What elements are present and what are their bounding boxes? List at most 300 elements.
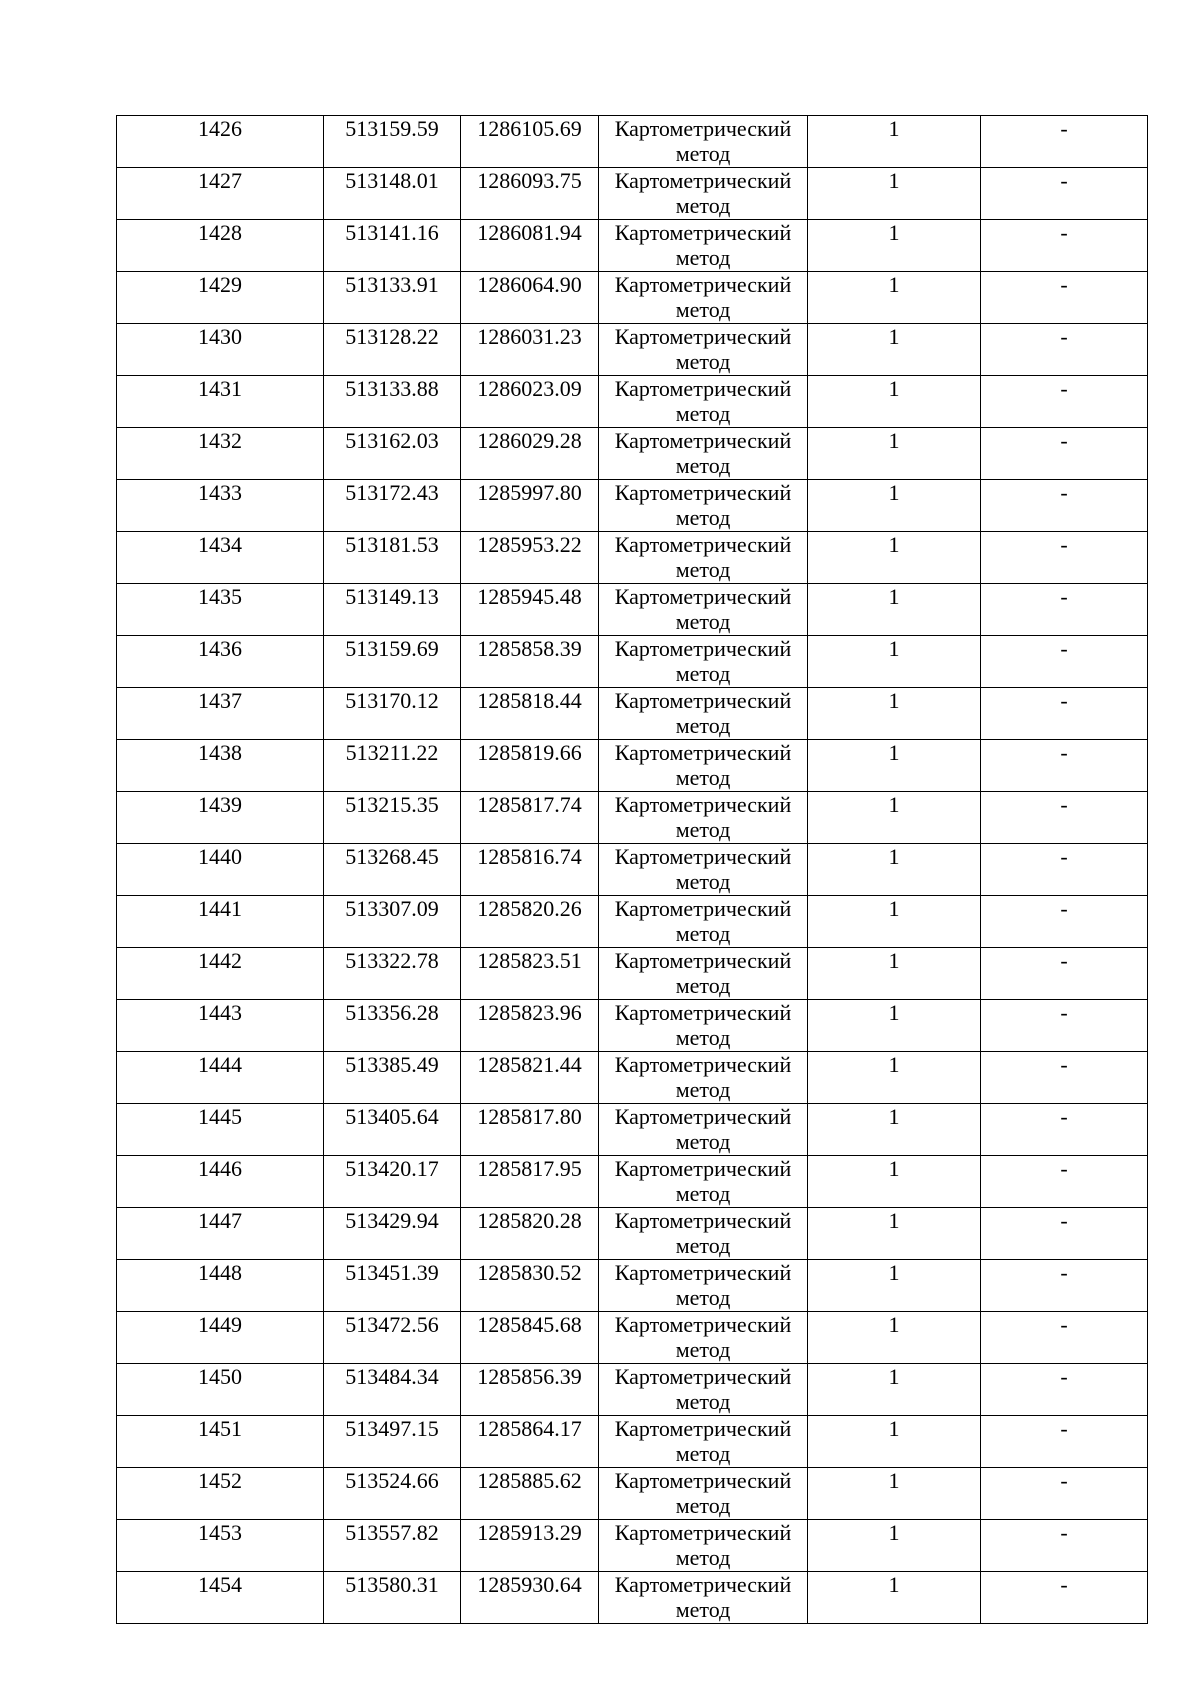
method-cell bbox=[599, 324, 808, 376]
x-coordinate-value: 513484.34 bbox=[345, 1364, 439, 1389]
table-row bbox=[117, 532, 1148, 584]
point-number-cell bbox=[117, 272, 324, 324]
point-number-value: 1434 bbox=[198, 532, 242, 557]
point-number-cell bbox=[117, 1416, 324, 1468]
method-value-line1: Картометрический bbox=[614, 896, 792, 921]
method-value-line1: Картометрический bbox=[614, 844, 792, 869]
table-row bbox=[117, 428, 1148, 480]
note-value: - bbox=[1060, 740, 1068, 765]
method-value-line1: Картометрический bbox=[614, 1000, 792, 1025]
y-coordinate-cell bbox=[461, 948, 599, 1000]
point-number-cell bbox=[117, 792, 324, 844]
method-value-line1: Картометрический bbox=[614, 1364, 792, 1389]
note-value: - bbox=[1060, 896, 1068, 921]
note-cell bbox=[981, 1260, 1148, 1312]
note-cell bbox=[981, 688, 1148, 740]
y-coordinate-cell bbox=[461, 1572, 599, 1624]
method-cell bbox=[599, 1000, 808, 1052]
note-value: - bbox=[1060, 1208, 1068, 1233]
y-coordinate-cell bbox=[461, 1052, 599, 1104]
point-number-value: 1441 bbox=[198, 896, 242, 921]
y-coordinate-cell bbox=[461, 844, 599, 896]
y-coordinate-value: 1285913.29 bbox=[477, 1520, 582, 1545]
note-value: - bbox=[1060, 480, 1068, 505]
note-cell bbox=[981, 896, 1148, 948]
table-row bbox=[117, 636, 1148, 688]
note-value: - bbox=[1060, 532, 1068, 557]
table-row bbox=[117, 272, 1148, 324]
note-cell bbox=[981, 1364, 1148, 1416]
table-row bbox=[117, 168, 1148, 220]
y-coordinate-value: 1286081.94 bbox=[477, 220, 582, 245]
method-cell bbox=[599, 376, 808, 428]
method-value-line2: метод bbox=[675, 557, 731, 582]
accuracy-cell bbox=[808, 948, 981, 1000]
point-number-cell bbox=[117, 948, 324, 1000]
y-coordinate-value: 1285858.39 bbox=[477, 636, 582, 661]
y-coordinate-cell bbox=[461, 324, 599, 376]
method-value-line2: метод bbox=[675, 869, 731, 894]
x-coordinate-value: 513557.82 bbox=[345, 1520, 439, 1545]
y-coordinate-value: 1285818.44 bbox=[477, 688, 582, 713]
y-coordinate-cell bbox=[461, 1520, 599, 1572]
point-number-value: 1453 bbox=[198, 1520, 242, 1545]
accuracy-cell bbox=[808, 220, 981, 272]
point-number-value: 1433 bbox=[198, 480, 242, 505]
x-coordinate-value: 513133.88 bbox=[345, 376, 439, 401]
method-value-line1: Картометрический bbox=[614, 1052, 792, 1077]
point-number-value: 1442 bbox=[198, 948, 242, 973]
point-number-cell bbox=[117, 1208, 324, 1260]
point-number-value: 1450 bbox=[198, 1364, 242, 1389]
y-coordinate-value: 1285823.51 bbox=[477, 948, 582, 973]
note-value: - bbox=[1060, 792, 1068, 817]
note-value: - bbox=[1060, 324, 1068, 349]
note-cell bbox=[981, 1000, 1148, 1052]
table-row bbox=[117, 1572, 1148, 1624]
method-cell bbox=[599, 428, 808, 480]
y-coordinate-cell bbox=[461, 792, 599, 844]
point-number-cell bbox=[117, 1000, 324, 1052]
method-value-line1: Картометрический bbox=[614, 1468, 792, 1493]
accuracy-cell bbox=[808, 1312, 981, 1364]
point-number-value: 1444 bbox=[198, 1052, 242, 1077]
x-coordinate-value: 513133.91 bbox=[345, 272, 439, 297]
method-value-line2: метод bbox=[675, 401, 731, 426]
method-cell bbox=[599, 948, 808, 1000]
accuracy-value: 1 bbox=[888, 272, 900, 297]
y-coordinate-value: 1285845.68 bbox=[477, 1312, 582, 1337]
method-cell bbox=[599, 220, 808, 272]
y-coordinate-cell bbox=[461, 1104, 599, 1156]
method-cell bbox=[599, 1208, 808, 1260]
note-value: - bbox=[1060, 1520, 1068, 1545]
x-coordinate-cell bbox=[324, 480, 461, 532]
note-cell bbox=[981, 1156, 1148, 1208]
accuracy-value: 1 bbox=[888, 376, 900, 401]
y-coordinate-value: 1285997.80 bbox=[477, 480, 582, 505]
note-cell bbox=[981, 1572, 1148, 1624]
x-coordinate-value: 513162.03 bbox=[345, 428, 439, 453]
table-row bbox=[117, 1208, 1148, 1260]
note-value: - bbox=[1060, 844, 1068, 869]
point-number-cell bbox=[117, 1156, 324, 1208]
method-cell bbox=[599, 168, 808, 220]
x-coordinate-value: 513149.13 bbox=[345, 584, 439, 609]
y-coordinate-value: 1286031.23 bbox=[477, 324, 582, 349]
note-value: - bbox=[1060, 1052, 1068, 1077]
x-coordinate-cell bbox=[324, 1468, 461, 1520]
accuracy-value: 1 bbox=[888, 1208, 900, 1233]
y-coordinate-value: 1285945.48 bbox=[477, 584, 582, 609]
accuracy-value: 1 bbox=[888, 1052, 900, 1077]
point-number-cell bbox=[117, 220, 324, 272]
y-coordinate-value: 1285953.22 bbox=[477, 532, 582, 557]
point-number-cell bbox=[117, 1260, 324, 1312]
note-cell bbox=[981, 1208, 1148, 1260]
y-coordinate-cell bbox=[461, 116, 599, 168]
y-coordinate-cell bbox=[461, 168, 599, 220]
x-coordinate-value: 513429.94 bbox=[345, 1208, 439, 1233]
accuracy-value: 1 bbox=[888, 324, 900, 349]
x-coordinate-cell bbox=[324, 1000, 461, 1052]
method-value-line1: Картометрический bbox=[614, 1520, 792, 1545]
accuracy-cell bbox=[808, 584, 981, 636]
accuracy-value: 1 bbox=[888, 688, 900, 713]
method-value-line1: Картометрический bbox=[614, 168, 792, 193]
x-coordinate-value: 513211.22 bbox=[345, 740, 439, 765]
accuracy-cell bbox=[808, 480, 981, 532]
method-value-line2: метод bbox=[675, 1389, 731, 1414]
note-value: - bbox=[1060, 168, 1068, 193]
table-row bbox=[117, 1000, 1148, 1052]
accuracy-cell bbox=[808, 636, 981, 688]
y-coordinate-value: 1285830.52 bbox=[477, 1260, 582, 1285]
accuracy-cell bbox=[808, 792, 981, 844]
method-value-line2: метод bbox=[675, 1233, 731, 1258]
point-number-cell bbox=[117, 844, 324, 896]
x-coordinate-cell bbox=[324, 1312, 461, 1364]
y-coordinate-cell bbox=[461, 1156, 599, 1208]
note-cell bbox=[981, 480, 1148, 532]
accuracy-cell bbox=[808, 1208, 981, 1260]
point-number-cell bbox=[117, 688, 324, 740]
method-value-line2: метод bbox=[675, 1493, 731, 1518]
y-coordinate-cell bbox=[461, 688, 599, 740]
point-number-value: 1447 bbox=[198, 1208, 242, 1233]
x-coordinate-value: 513159.59 bbox=[345, 116, 439, 141]
y-coordinate-cell bbox=[461, 584, 599, 636]
method-value-line2: метод bbox=[675, 1597, 731, 1622]
point-number-value: 1437 bbox=[198, 688, 242, 713]
method-cell bbox=[599, 584, 808, 636]
y-coordinate-cell bbox=[461, 1364, 599, 1416]
note-cell bbox=[981, 168, 1148, 220]
point-number-value: 1452 bbox=[198, 1468, 242, 1493]
method-value-line1: Картометрический bbox=[614, 636, 792, 661]
y-coordinate-value: 1285930.64 bbox=[477, 1572, 582, 1597]
x-coordinate-cell bbox=[324, 1572, 461, 1624]
method-value-line1: Картометрический bbox=[614, 116, 792, 141]
table-row bbox=[117, 1468, 1148, 1520]
note-value: - bbox=[1060, 220, 1068, 245]
y-coordinate-value: 1285817.80 bbox=[477, 1104, 582, 1129]
table-row bbox=[117, 792, 1148, 844]
method-value-line2: метод bbox=[675, 297, 731, 322]
table-row bbox=[117, 584, 1148, 636]
note-cell bbox=[981, 636, 1148, 688]
point-number-value: 1449 bbox=[198, 1312, 242, 1337]
point-number-value: 1430 bbox=[198, 324, 242, 349]
note-value: - bbox=[1060, 948, 1068, 973]
method-value-line1: Картометрический bbox=[614, 1312, 792, 1337]
point-number-cell bbox=[117, 1520, 324, 1572]
y-coordinate-cell bbox=[461, 220, 599, 272]
x-coordinate-cell bbox=[324, 428, 461, 480]
method-cell bbox=[599, 272, 808, 324]
coordinates-table-body bbox=[117, 116, 1148, 1624]
note-cell bbox=[981, 792, 1148, 844]
method-cell bbox=[599, 532, 808, 584]
point-number-value: 1429 bbox=[198, 272, 242, 297]
point-number-value: 1454 bbox=[198, 1572, 242, 1597]
x-coordinate-value: 513385.49 bbox=[345, 1052, 439, 1077]
table-row bbox=[117, 896, 1148, 948]
point-number-cell bbox=[117, 324, 324, 376]
x-coordinate-cell bbox=[324, 1104, 461, 1156]
accuracy-cell bbox=[808, 1572, 981, 1624]
method-value-line2: метод bbox=[675, 1545, 731, 1570]
method-cell bbox=[599, 1364, 808, 1416]
x-coordinate-value: 513181.53 bbox=[345, 532, 439, 557]
note-cell bbox=[981, 1520, 1148, 1572]
note-cell bbox=[981, 948, 1148, 1000]
accuracy-value: 1 bbox=[888, 1000, 900, 1025]
y-coordinate-value: 1286029.28 bbox=[477, 428, 582, 453]
table-row bbox=[117, 1520, 1148, 1572]
method-value-line1: Картометрический bbox=[614, 1208, 792, 1233]
point-number-value: 1435 bbox=[198, 584, 242, 609]
method-value-line1: Картометрический bbox=[614, 220, 792, 245]
table-row bbox=[117, 220, 1148, 272]
y-coordinate-value: 1285864.17 bbox=[477, 1416, 582, 1441]
y-coordinate-cell bbox=[461, 1416, 599, 1468]
x-coordinate-cell bbox=[324, 844, 461, 896]
point-number-cell bbox=[117, 636, 324, 688]
point-number-value: 1428 bbox=[198, 220, 242, 245]
y-coordinate-cell bbox=[461, 428, 599, 480]
note-cell bbox=[981, 1312, 1148, 1364]
table-row bbox=[117, 1364, 1148, 1416]
accuracy-value: 1 bbox=[888, 1572, 900, 1597]
point-number-cell bbox=[117, 376, 324, 428]
accuracy-cell bbox=[808, 1156, 981, 1208]
method-cell bbox=[599, 1520, 808, 1572]
method-value-line2: метод bbox=[675, 141, 731, 166]
method-value-line2: метод bbox=[675, 661, 731, 686]
y-coordinate-value: 1285820.26 bbox=[477, 896, 582, 921]
method-value-line2: метод bbox=[675, 1337, 731, 1362]
point-number-value: 1426 bbox=[198, 116, 242, 141]
accuracy-cell bbox=[808, 740, 981, 792]
table-row bbox=[117, 948, 1148, 1000]
note-value: - bbox=[1060, 1416, 1068, 1441]
point-number-cell bbox=[117, 1104, 324, 1156]
note-value: - bbox=[1060, 1156, 1068, 1181]
table-row bbox=[117, 116, 1148, 168]
note-cell bbox=[981, 1052, 1148, 1104]
point-number-value: 1431 bbox=[198, 376, 242, 401]
x-coordinate-value: 513497.15 bbox=[345, 1416, 439, 1441]
x-coordinate-cell bbox=[324, 948, 461, 1000]
y-coordinate-cell bbox=[461, 272, 599, 324]
note-cell bbox=[981, 740, 1148, 792]
note-cell bbox=[981, 376, 1148, 428]
x-coordinate-value: 513172.43 bbox=[345, 480, 439, 505]
y-coordinate-value: 1285817.95 bbox=[477, 1156, 582, 1181]
x-coordinate-cell bbox=[324, 688, 461, 740]
method-value-line1: Картометрический bbox=[614, 532, 792, 557]
method-cell bbox=[599, 1468, 808, 1520]
method-value-line1: Картометрический bbox=[614, 1416, 792, 1441]
method-value-line2: метод bbox=[675, 193, 731, 218]
y-coordinate-cell bbox=[461, 1208, 599, 1260]
point-number-cell bbox=[117, 584, 324, 636]
table-row bbox=[117, 1416, 1148, 1468]
table-row bbox=[117, 1312, 1148, 1364]
accuracy-value: 1 bbox=[888, 1104, 900, 1129]
accuracy-value: 1 bbox=[888, 220, 900, 245]
point-number-cell bbox=[117, 168, 324, 220]
y-coordinate-value: 1285817.74 bbox=[477, 792, 582, 817]
y-coordinate-value: 1285819.66 bbox=[477, 740, 582, 765]
y-coordinate-value: 1285885.62 bbox=[477, 1468, 582, 1493]
accuracy-cell bbox=[808, 896, 981, 948]
method-value-line2: метод bbox=[675, 817, 731, 842]
x-coordinate-value: 513268.45 bbox=[345, 844, 439, 869]
method-value-line2: метод bbox=[675, 973, 731, 998]
method-value-line2: метод bbox=[675, 1285, 731, 1310]
method-cell bbox=[599, 480, 808, 532]
point-number-cell bbox=[117, 1312, 324, 1364]
point-number-value: 1436 bbox=[198, 636, 242, 661]
accuracy-value: 1 bbox=[888, 896, 900, 921]
accuracy-value: 1 bbox=[888, 1416, 900, 1441]
accuracy-cell bbox=[808, 688, 981, 740]
y-coordinate-value: 1285820.28 bbox=[477, 1208, 582, 1233]
point-number-value: 1448 bbox=[198, 1260, 242, 1285]
method-value-line2: метод bbox=[675, 1025, 731, 1050]
method-cell bbox=[599, 636, 808, 688]
accuracy-cell bbox=[808, 324, 981, 376]
x-coordinate-cell bbox=[324, 1364, 461, 1416]
y-coordinate-value: 1286064.90 bbox=[477, 272, 582, 297]
accuracy-value: 1 bbox=[888, 532, 900, 557]
accuracy-value: 1 bbox=[888, 740, 900, 765]
method-value-line2: метод bbox=[675, 505, 731, 530]
method-value-line2: метод bbox=[675, 765, 731, 790]
note-value: - bbox=[1060, 1468, 1068, 1493]
x-coordinate-value: 513215.35 bbox=[345, 792, 439, 817]
x-coordinate-cell bbox=[324, 1520, 461, 1572]
accuracy-cell bbox=[808, 1416, 981, 1468]
y-coordinate-cell bbox=[461, 1260, 599, 1312]
method-value-line2: метод bbox=[675, 609, 731, 634]
method-cell bbox=[599, 116, 808, 168]
table-row bbox=[117, 376, 1148, 428]
accuracy-value: 1 bbox=[888, 1520, 900, 1545]
x-coordinate-cell bbox=[324, 272, 461, 324]
method-value-line1: Картометрический bbox=[614, 1260, 792, 1285]
accuracy-cell bbox=[808, 1364, 981, 1416]
accuracy-cell bbox=[808, 1000, 981, 1052]
x-coordinate-value: 513451.39 bbox=[345, 1260, 439, 1285]
accuracy-value: 1 bbox=[888, 636, 900, 661]
method-cell bbox=[599, 1260, 808, 1312]
method-value-line2: метод bbox=[675, 1077, 731, 1102]
table-row bbox=[117, 1052, 1148, 1104]
point-number-value: 1440 bbox=[198, 844, 242, 869]
y-coordinate-cell bbox=[461, 376, 599, 428]
method-value-line1: Картометрический bbox=[614, 1104, 792, 1129]
x-coordinate-cell bbox=[324, 324, 461, 376]
point-number-value: 1446 bbox=[198, 1156, 242, 1181]
x-coordinate-cell bbox=[324, 740, 461, 792]
method-value-line1: Картометрический bbox=[614, 740, 792, 765]
table-row bbox=[117, 688, 1148, 740]
point-number-cell bbox=[117, 1572, 324, 1624]
note-value: - bbox=[1060, 1572, 1068, 1597]
y-coordinate-value: 1286093.75 bbox=[477, 168, 582, 193]
method-value-line2: метод bbox=[675, 1181, 731, 1206]
note-cell bbox=[981, 220, 1148, 272]
table-row bbox=[117, 1156, 1148, 1208]
x-coordinate-value: 513159.69 bbox=[345, 636, 439, 661]
table-row bbox=[117, 844, 1148, 896]
method-cell bbox=[599, 1416, 808, 1468]
accuracy-cell bbox=[808, 1520, 981, 1572]
note-value: - bbox=[1060, 636, 1068, 661]
accuracy-cell bbox=[808, 1052, 981, 1104]
method-cell bbox=[599, 1052, 808, 1104]
point-number-value: 1451 bbox=[198, 1416, 242, 1441]
accuracy-cell bbox=[808, 1260, 981, 1312]
y-coordinate-value: 1285856.39 bbox=[477, 1364, 582, 1389]
x-coordinate-value: 513420.17 bbox=[345, 1156, 439, 1181]
y-coordinate-cell bbox=[461, 740, 599, 792]
x-coordinate-cell bbox=[324, 168, 461, 220]
coordinates-table bbox=[116, 115, 1148, 1624]
method-value-line2: метод bbox=[675, 921, 731, 946]
x-coordinate-value: 513405.64 bbox=[345, 1104, 439, 1129]
point-number-value: 1427 bbox=[198, 168, 242, 193]
point-number-cell bbox=[117, 116, 324, 168]
table-row bbox=[117, 1260, 1148, 1312]
accuracy-cell bbox=[808, 428, 981, 480]
point-number-value: 1445 bbox=[198, 1104, 242, 1129]
accuracy-cell bbox=[808, 532, 981, 584]
note-cell bbox=[981, 1468, 1148, 1520]
y-coordinate-cell bbox=[461, 896, 599, 948]
table-row bbox=[117, 480, 1148, 532]
note-value: - bbox=[1060, 116, 1068, 141]
method-value-line1: Картометрический bbox=[614, 324, 792, 349]
method-cell bbox=[599, 896, 808, 948]
x-coordinate-value: 513148.01 bbox=[345, 168, 439, 193]
x-coordinate-value: 513128.22 bbox=[345, 324, 439, 349]
accuracy-value: 1 bbox=[888, 1468, 900, 1493]
accuracy-value: 1 bbox=[888, 1364, 900, 1389]
